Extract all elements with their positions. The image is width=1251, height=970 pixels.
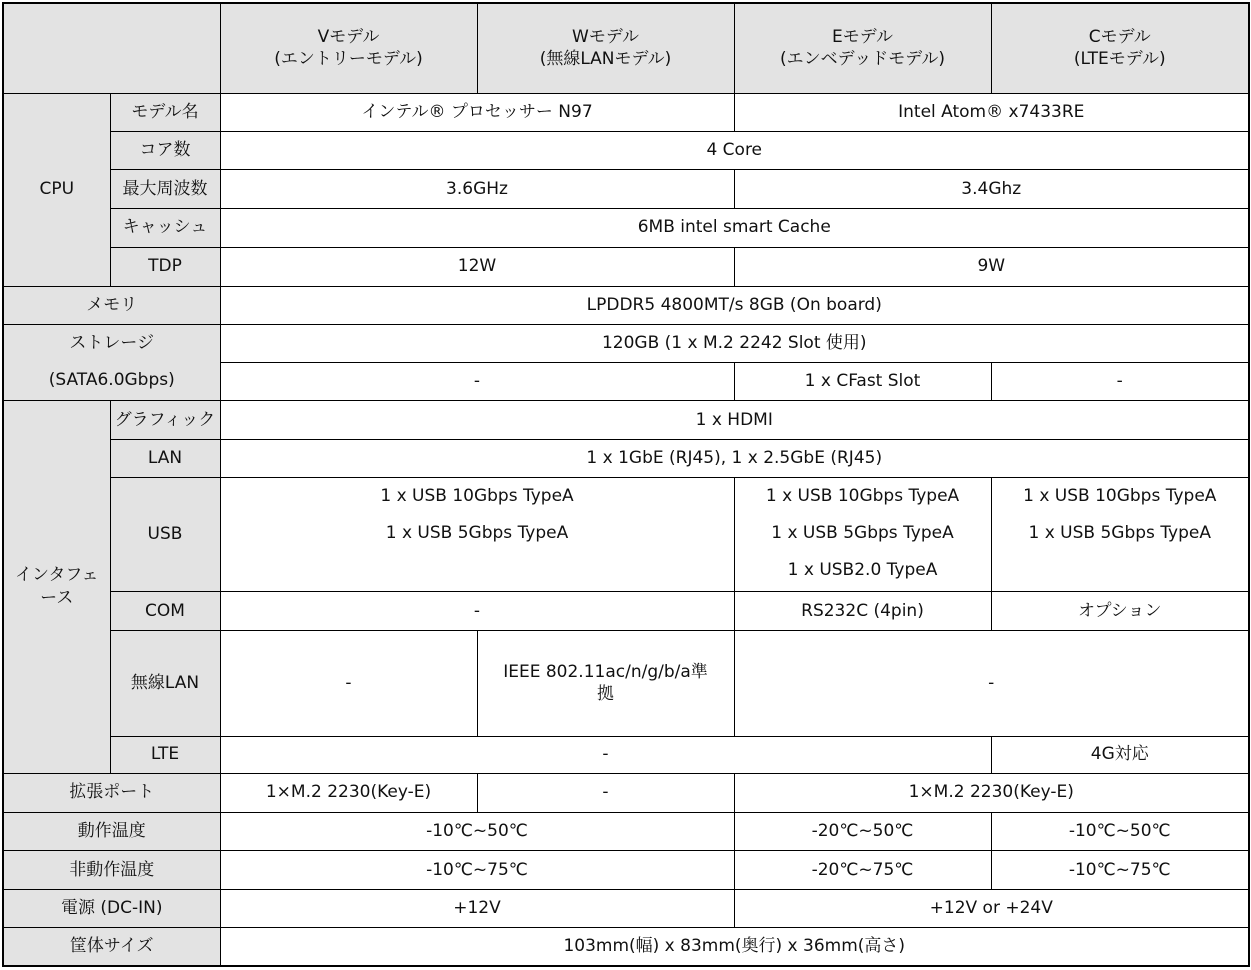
storage-temp-e: -20℃~75℃ bbox=[734, 850, 991, 889]
lte-c: 4G対応 bbox=[991, 736, 1249, 773]
expansion-w: - bbox=[477, 773, 734, 812]
graphics-value: 1 x HDMI bbox=[220, 401, 1249, 440]
storage-vw: - bbox=[220, 362, 734, 400]
com-vw: - bbox=[220, 591, 734, 630]
memory-label: メモリ bbox=[3, 286, 220, 324]
wlan-ec: - bbox=[734, 631, 1249, 736]
cpu-tdp-label: TDP bbox=[110, 247, 220, 286]
storage-c: - bbox=[991, 362, 1249, 400]
wlan-label: 無線LAN bbox=[110, 631, 220, 736]
interface-group-label: インタフェース bbox=[3, 401, 110, 774]
header-corner bbox=[3, 3, 220, 93]
power-vw: +12V bbox=[220, 890, 734, 928]
cpu-cores-value: 4 Core bbox=[220, 132, 1249, 170]
cpu-cache-label: キャッシュ bbox=[110, 209, 220, 247]
graphics-label: グラフィック bbox=[110, 401, 220, 440]
cpu-tdp-vw: 12W bbox=[220, 247, 734, 286]
cpu-cores-label: コア数 bbox=[110, 132, 220, 170]
storage-temp-vw: -10℃~75℃ bbox=[220, 850, 734, 889]
storage-label: ストレージ (SATA6.0Gbps) bbox=[3, 324, 220, 400]
wlan-v: - bbox=[220, 631, 477, 736]
op-temp-e: -20℃~50℃ bbox=[734, 812, 991, 850]
memory-value: LPDDR5 4800MT/s 8GB (On board) bbox=[220, 286, 1249, 324]
op-temp-label: 動作温度 bbox=[3, 812, 220, 850]
cpu-freq-label: 最大周波数 bbox=[110, 170, 220, 209]
power-ec: +12V or +24V bbox=[734, 890, 1249, 928]
storage-main: 120GB (1 x M.2 2242 Slot 使用) bbox=[220, 324, 1249, 362]
op-temp-c: -10℃~50℃ bbox=[991, 812, 1249, 850]
header-e-model: Eモデル (エンベデッドモデル) bbox=[734, 3, 991, 93]
header-c-model: Cモデル (LTEモデル) bbox=[991, 3, 1249, 93]
lan-label: LAN bbox=[110, 440, 220, 478]
usb-vw: 1 x USB 10Gbps TypeA 1 x USB 5Gbps TypeA bbox=[220, 478, 734, 591]
cpu-freq-ec: 3.4Ghz bbox=[734, 170, 1249, 209]
lte-label: LTE bbox=[110, 736, 220, 773]
storage-temp-c: -10℃~75℃ bbox=[991, 850, 1249, 889]
expansion-v: 1×M.2 2230(Key-E) bbox=[220, 773, 477, 812]
com-label: COM bbox=[110, 591, 220, 630]
cpu-model-vw: インテル® プロセッサー N97 bbox=[220, 93, 734, 131]
expansion-ec: 1×M.2 2230(Key-E) bbox=[734, 773, 1249, 812]
cpu-group-label: CPU bbox=[3, 93, 110, 286]
size-label: 筐体サイズ bbox=[3, 928, 220, 966]
power-label: 電源 (DC-IN) bbox=[3, 890, 220, 928]
wlan-w: IEEE 802.11ac/n/g/b/a準 拠 bbox=[477, 631, 734, 736]
header-w-model: Wモデル (無線LANモデル) bbox=[477, 3, 734, 93]
com-e: RS232C (4pin) bbox=[734, 591, 991, 630]
op-temp-vw: -10℃~50℃ bbox=[220, 812, 734, 850]
cpu-model-ec: Intel Atom® x7433RE bbox=[734, 93, 1249, 131]
usb-e: 1 x USB 10Gbps TypeA 1 x USB 5Gbps TypeA 1 x USB2.0 TypeA bbox=[734, 478, 991, 591]
storage-temp-label: 非動作温度 bbox=[3, 850, 220, 889]
cpu-freq-vw: 3.6GHz bbox=[220, 170, 734, 209]
cpu-cache-value: 6MB intel smart Cache bbox=[220, 209, 1249, 247]
com-c: オプション bbox=[991, 591, 1249, 630]
size-value: 103mm(幅) x 83mm(奥行) x 36mm(高さ) bbox=[220, 928, 1249, 966]
header-v-model: Vモデル (エントリーモデル) bbox=[220, 3, 477, 93]
cpu-model-label: モデル名 bbox=[110, 93, 220, 131]
spec-table bbox=[2, 2, 1250, 967]
storage-e: 1 x CFast Slot bbox=[734, 362, 991, 400]
cpu-tdp-ec: 9W bbox=[734, 247, 1249, 286]
usb-c: 1 x USB 10Gbps TypeA 1 x USB 5Gbps TypeA bbox=[991, 478, 1249, 591]
expansion-label: 拡張ポート bbox=[3, 773, 220, 812]
lte-vwe: - bbox=[220, 736, 991, 773]
usb-label: USB bbox=[110, 478, 220, 591]
lan-value: 1 x 1GbE (RJ45), 1 x 2.5GbE (RJ45) bbox=[220, 440, 1249, 478]
